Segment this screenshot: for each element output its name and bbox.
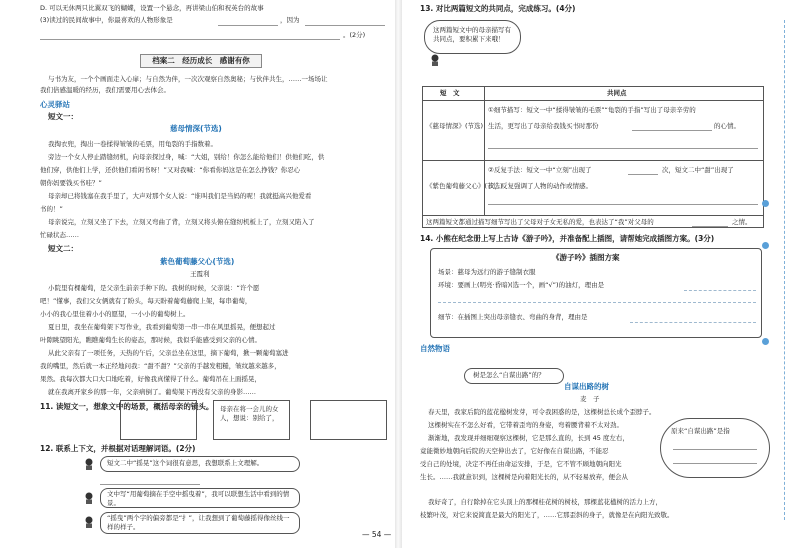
student-avatar-icon [84,516,94,528]
answer-line[interactable] [218,25,278,26]
passage-line: 就在我离开家乡的那一年，父亲病倒了。葡萄架下再没有父亲的身影…… [48,388,256,396]
student-avatar-icon [84,458,94,470]
dialog-bubble: 文中写“用葡萄摘在手空中摇曳着”，我可以联想生活中看到的情景。 [100,488,300,508]
question-3-prompt: (3)读过的民间故事中，你最喜欢的人物形象是 [40,16,173,24]
story-line: 春天里，我家后院的蓝花楹树发芽，可令我困惑的是，这棵树总长成个歪脖子。 [428,408,656,416]
table-header-common: 共同点 [607,89,627,97]
story-line: 竟能微妙地朝向后院的天空伸出去了，它好像在自谋出路，不能忍 [420,447,609,455]
answer-line[interactable] [628,174,658,175]
margin-rule [784,20,785,520]
answer-line[interactable] [438,302,756,303]
dialog-bubble: 短文二中“摇晃”这个词很有意思，我想联系上文理解。 [100,456,300,472]
plan-scene: 场景：慈母为远行的游子缝制衣服 [438,268,536,276]
story-author: 麦 子 [580,395,600,403]
margin-dot [762,200,769,207]
story-title: 自谋出路的树 [564,382,609,391]
margin-dot [762,242,769,249]
table-cell: 次，短文二中“甜”出现了 [662,166,734,174]
table-row-name: 《慈母情深》(节选) [426,122,484,130]
story-line: 受自己的处境，决定不再任由命运安排，于是，它不管不顾地朝向阳光 [420,460,622,468]
table-cell: 次，反复强调了人物的动作或情感。 [488,182,592,190]
passage-line: 小小的我心里住着小小的愿望，一小小的葡萄树上。 [40,310,190,318]
book-gutter [395,0,402,548]
passage-line: 小院里有棵葡萄，是父亲生前亲手种下的。我树的时候，父亲说：“许个愿 [48,284,260,292]
heart-station-heading: 心灵驿站 [40,100,70,109]
intro-paragraph: 与书为友，一个个画面走入心扉；与自然为伴，一次次观察自然奥秘；与伙伴共生，……一场场让 [48,75,328,83]
table-cell: ②反复手法：短文一中“立刻”出现了 [488,166,592,174]
answer-line[interactable] [305,25,385,26]
answer-line[interactable] [673,463,757,464]
passage-line: 忙碌状态…… [40,231,79,239]
answer-box[interactable] [310,400,387,440]
plan-environment: 环境：要画上(明亮·昏暗)(选一个，画“√”)的油灯，理由是 [438,281,605,289]
passage-one-title: 慈母情深(节选) [170,124,222,133]
passage-line: 我掏衣兜，掏出一卷揉得皱皱的毛票，用龟裂的手指数着。 [48,140,217,148]
table-row-name: 《紫色葡萄藤父心》(节选) [426,182,503,190]
margin-dot [762,338,769,345]
plan-title: 《游子吟》插图方案 [552,253,620,262]
answer-line[interactable] [488,204,758,205]
intro-paragraph: 我们倍感温暖的经历，我们需要用心去体会。 [40,86,170,94]
passage-two-label: 短文二： [48,244,78,253]
passage-line: 朝你妈要钱买书哇？” [40,179,102,187]
answer-line[interactable] [488,148,758,149]
question-12: 12. 联系上下文，并根据对话理解词语。(2分) [40,444,196,453]
table-cell: 生活，更写出了母亲给我钱买书时那份 [488,122,599,130]
answer-line[interactable] [692,226,728,227]
story-line: 我好奇了，自行除掉在它头顶上的那棵桂花树的树枝，那棵蓝花楹树的活力上方， [428,498,662,506]
passage-line: 旁边一个女人停止踏缝纫机，向母亲探过身，喊：“大姐，别给！你怎么能给他们！供他们吃，供 [48,153,325,161]
answer-line[interactable] [632,130,712,131]
nature-heading: 自然物语 [420,344,450,353]
passage-line: 吧！”懂事，我们父女俩就有了盼头，每天盼着葡萄藤爬上架，每串葡萄， [40,297,252,305]
hint-bubble: 这两篇短文中的母亲描写有共同点，要积累下来哦！ [424,20,521,54]
question-13: 13. 对比两篇短文的共同点，完成练习。(4分) [420,4,576,13]
passage-one-label: 短文一： [48,112,78,121]
student-avatar-icon [430,54,440,66]
passage-line: 母亲却已将钱塞在我手里了，大声对那个女人说：“谁叫我们是当妈的呢！我就挺高兴他爱看 [48,192,312,200]
passage-line: 我的嘴里，然后就一本正经地问我：“甜不甜？”父亲的手越发粗糙，皱纹越来越多， [40,362,281,370]
table-cell: ①细节描写：短文一中“揉得皱皱的毛票”“龟裂的手指”写出了母亲辛劳的 [488,106,696,114]
passage-line: 母亲说完，立刻又坐了下去，立刻又弯曲了背，立刻又将头俯在缝纫机板上了，立刻又陷入了 [48,218,315,226]
passage-two-title: 紫色葡萄藤父心(节选) [160,257,235,266]
passage-two-author: 王霞利 [190,270,210,278]
answer-line[interactable] [684,290,756,291]
story-line: 渐渐地，我发现并细细观察这棵树，它是那么直的，长到 45 度左右， [428,434,629,442]
answer-line[interactable] [100,484,200,485]
passage-line: 书的！” [40,205,63,213]
hint-box: 母亲在将一会儿的女人，想说：别给了， [213,400,290,440]
passage-line: 叶隙眺望阳光，瞧瞧葡萄生长的姿态，那时候，我似乎能感受到父亲的心情。 [40,336,261,344]
table-footer: 这两篇短文都通过描写细节写出了父母对子女无私的爱，也表达了“我”对父母的 [426,218,654,226]
page-number: — 54 — [362,530,392,539]
section-title: 档案二 经历成长 感谢有你 [140,54,262,68]
passage-line: 从此父亲有了一项任务，天热的午后，父亲总坐在这里，摘下葡萄，揪一颗葡萄塞进 [48,349,289,357]
question-14: 14. 小熊在纪念册上写上古诗《游子吟》，并准备配上插图，请帮她完成插图方案。(3分) [420,234,715,243]
answer-line[interactable] [673,449,757,450]
answer-box[interactable] [120,400,197,440]
passage-line: 果然。我每次都大口大口地吃着，好像我真懂得了什么。葡萄吊在上面摇晃， [40,375,261,383]
plan-detail: 细节：在插图上突出母亲缝衣、弯曲的身背，理由是 [438,313,588,321]
story-line: 生长。……我就意识到，这棵树是向着阳光长的，从不轻易放弃，便会从 [420,473,628,481]
right-page: 13. 对比两篇短文的共同点，完成练习。(4分) 这两篇短文中的母亲描写有共同点，要积累下来哦！ 短 文 共同点 《慈母情深》(节选) ①细节描写：短文一中“揉得皱皱的毛票”“龟裂的手指”写出了母亲辛劳的 生活，更写出了母亲给我钱买书时那份 的心情。 《紫色葡萄藤父心》(节选) ②反复手法：短文一中“立刻”出现了 次，短文二中“甜”出现了 次，反复强调了人物的动作或情感。 这两篇短文都通过描写细节写出了父母对子女无私的爱，也表达了“我”对父母的 之情。 14. 小熊在纪念册上写上古诗《游子吟》，并准备配上插图，请帮她完成插图方案。(3分) 《游子吟》插图方案 场景：慈母为远行的游子缝制衣服 环境：要画上(明亮·昏暗)(选一个，画“√”)的油灯，理由是 细节：在插图上突出母亲缝衣、弯曲的身背，理由是 自然物语 树是怎么“自谋出路”的？ 自谋出路的树 麦 子 春天里，我家后院的蓝花楹树发芽，可令我困惑的是，这棵树总长成个歪脖子。 这棵树实在不怎么好看，它带着歪弯的身姿，弯着腰背着不太对劲。 渐渐地，我发现并细细观察这棵树，它是那么直的，长到 45 度左右， 竟能微妙地朝向后院的天空伸出去了，它好像在自谋出路，不能忍 受自己的处境，决定不再任由命运安排，于是，它不管不顾地朝向阳光 生长。……我就意识到，这棵树是向着阳光长的，从不轻易放弃，便会从 我好奇了，自行除掉在它头顶上的那棵桂花树的树枝，那棵蓝花楹树的活力上方， 枝繁叶茂，对它来说简直是最大的阳光了，……它那歪斜的身子，就像是在向阳光致敬。 原来“自谋出路”是指 [402,0,800,548]
answer-line[interactable] [630,322,756,323]
option-d: D. 可以无休两只比翼双飞的蝴蝶，设置一个悬念，再讲梁山伯和祝英台的故事 [40,4,264,12]
question-11: 11. 读短文一，想象文中的场景，概括母亲的镜头。 [40,402,214,411]
left-page: D. 可以无休两只比翼双飞的蝴蝶，设置一个悬念，再讲梁山伯和祝英台的故事 (3)读过的民间故事中，你最喜欢的人物形象是 ，因为 。(2分) 档案二 经历成长 感谢有你 与书为友，一个个画面走入心扉；与自然为伴，一次次观察自然奥秘；与伙伴共生，……一场场让 我们倍感温暖的经历，我们需要用心去体会。 心灵驿站 短文一： 慈母情深(节选) 我掏衣兜，掏出一卷揉得皱皱的毛票，用龟裂的手指数着。 旁边一个女人停止踏缝纫机，向母亲探过身，喊：“大姐，别给！你怎么能给他们！供他们吃，供 他们穿，供他们上学，还供他们看闲书呀！”又对我喊：“你看你妈这是在怎么挣钱？你忍心 朝你妈要钱买书哇？” 母亲却已将钱塞在我手里了，大声对那个女人说：“谁叫我们是当妈的呢！我就挺高兴他爱看 书的！” 母亲说完，立刻又坐了下去，立刻又弯曲了背，立刻又将头俯在缝纫机板上了，立刻又陷入了 忙碌状态…… 短文二： 紫色葡萄藤父心(节选) 王霞利 小院里有棵葡萄，是父亲生前亲手种下的。我树的时候，父亲说：“许个愿 吧！”懂事，我们父女俩就有了盼头，每天盼着葡萄藤爬上架，每串葡萄， 小小的我心里住着小小的愿望，一小小的葡萄树上。 夏日里，我坐在葡萄架下写作业，我看到葡萄第一串一串在风里摇晃，便想起过 叶隙眺望阳光，瞧瞧葡萄生长的姿态，那时候，我似乎能感受到父亲的心情。 从此父亲有了一项任务，天热的午后，父亲总坐在这里，摘下葡萄，揪一颗葡萄塞进 我的嘴里，然后就一本正经地问我：“甜不甜？”父亲的手越发粗糙，皱纹越来越多， 果然。我每次都大口大口地吃着，好像我真懂得了什么。葡萄吊在上面摇晃， 就在我离开家乡的那一年，父亲病倒了。葡萄架下再没有父亲的身影…… 11. 读短文一，想象文中的场景，概括母亲的镜头。 母亲在将一会儿的女人，想说：别给了， 12. 联系上下文，并根据对话理解词语。(2分) 短文二中“摇晃”这个词很有意思，我想联系上文理解。 文中写“用葡萄摘在手空中摇曳着”，我可以联想生活中看到的情景。 “摇曳”两个字的偏旁都是“扌”，让我想到了葡萄藤摇得像丝线一样的样子。 [0,0,395,548]
passage-line: 夏日里，我坐在葡萄架下写作业，我看到葡萄第一串一串在风里摇晃，便想起过 [48,323,276,331]
score-label: 。(2分) [343,31,366,39]
thinking-bubble: 原来“自谋出路”是指 [660,418,770,478]
student-avatar-icon [84,492,94,504]
answer-line[interactable] [40,39,340,40]
table-cell: 的心情。 [714,122,740,130]
story-line: 枝繁叶茂，对它来说简直是最大的阳光了，……它那歪斜的身子，就像是在向阳光致敬。 [420,511,674,519]
dialog-bubble: “摇曳”两个字的偏旁都是“扌”，让我想到了葡萄藤摇得像丝线一样的样子。 [100,512,300,534]
question-bubble: 树是怎么“自谋出路”的？ [464,368,564,384]
story-line: 这棵树实在不怎么好看，它带着歪弯的身姿，弯着腰背着不太对劲。 [428,421,623,429]
table-header-passage: 短 文 [440,89,460,97]
passage-line: 他们穿，供他们上学，还供他们看闲书呀！”又对我喊：“你看你妈这是在怎么挣钱？你忍心 [40,166,301,174]
